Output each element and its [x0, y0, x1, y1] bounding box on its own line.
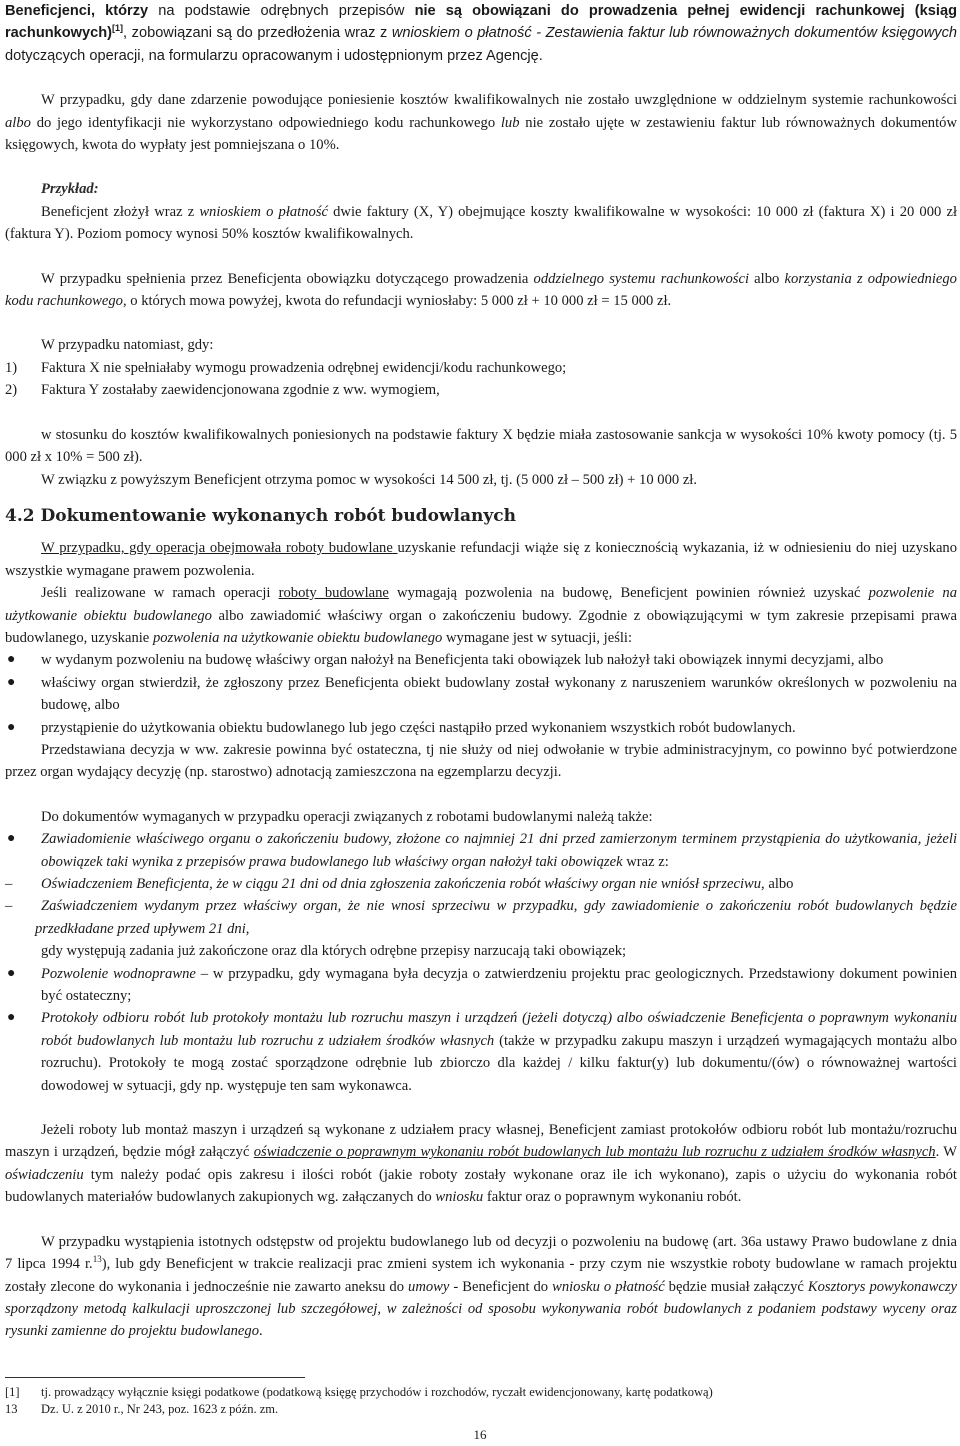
paragraph-final-decision: Przedstawiana decyzja w ww. zakresie powinna być ostateczna, tj nie służy od niej odwołanie w trybie administracyjnym, co powinno być potwierdzone przez organ wydający decyzję (np. starostwo) adnotacją zamieszczona na egzemplarzu decyzji.: [5, 741, 957, 781]
paragraph-result: W związku z powyższym Beneficjent otrzyma pomoc w wysokości 14 500 zł, tj. (5 000 zł – 500 zł) + 10 000 zł.: [41, 471, 698, 488]
list-item: ● Protokoły odbioru robót lub protokoły montażu lub rozruchu maszyn i urządzeń (jeżeli dotyczą) albo oświadczenie Beneficjenta o poprawnym wykonaniu robót budowlanych lub montażu lub rozruchu z udziałem środków własnych (także w przypadku zakupu maszyn i urządzeń wymagających montażu albo rozruchu). Protokoły te mogą zostać sporządzone odrębnie lub zbiorczo dla każdej / kilku faktur(y) lub dokumentu/(ów) o równoważnej wartości dowodowej w sytuacji, gdy np. występuje ten sam wykonawca.: [5, 1007, 957, 1097]
after-dash-text: gdy występują zadania już zakończone oraz dla których odrębne przepisy narzucają taki obowiązek;: [41, 943, 627, 960]
paragraph-refund-calculation: W przypadku spełnienia przez Beneficjenta obowiązku dotyczącego prowadzenia oddzielnego systemu rachunkowości albo korzystania z odpowiedniego kodu rachunkowego, o których mowa powyżej, kwota do refundacji wyniosłaby: 5 000 zł + 10 000 zł = 15 000 zł.: [5, 270, 957, 310]
bullet-icon: ●: [7, 965, 16, 981]
paragraph-building-permit: Jeśli realizowane w ramach operacji roboty budowlane wymagają pozwolenia na budowę, Beneficjent powinien również uzyskać pozwolenie na użytkowanie obiektu budowlanego albo zawiadomić właściwy organ o zakończeniu budowy. Zgodnie z obowiązującymi w tym zakresie przepisami prawa budowlanego, uzyskanie pozwolenia na użytkowanie obiektu budowlanego wymagane jest w sytuacji, jeśli:: [5, 585, 957, 646]
paragraph-deduction-rule: W przypadku, gdy dane zdarzenie powodujące poniesienie kosztów kwalifikowalnych nie zostało uwzględnione w oddzielnym systemie rachunkowości albo do jego identyfikacji nie wykorzystano odpowiedniego kodu rachunkowego lub nie zostało ujęte w zestawieniu faktur lub równoważnych dokumentów księgowych, kwota do wypłaty jest pomniejszana o 10%.: [5, 92, 957, 154]
footnote-ref[interactable]: 13: [92, 1254, 102, 1265]
list-item: ● przystąpienie do użytkowania obiektu budowlanego lub jego części nastąpiło przed wykonaniem wszystkich robót budowlanych.: [5, 717, 957, 739]
example-text: Beneficjent złożył wraz z wnioskiem o płatność dwie faktury (X, Y) obejmujące koszty kwalifikowalne w wysokości: 10 000 zł (faktura X) i 20 000 zł (faktura Y). Poziom pomocy wynosi 50% kosztów kwalifikowalnych.: [5, 203, 957, 243]
document-page: [5, 0, 957, 1418]
list-item: – Zaświadczeniem wydanym przez właściwy organ, że nie wnosi sprzeciwu w przypadku, gdy zawiadomienie o zakończeniu robót budowlanych będzie przedkładane przed upływem 21 dni,: [5, 895, 957, 940]
bullet-icon: ●: [7, 652, 16, 668]
list-item: ● w wydanym pozwoleniu na budowę właściwy organ nałożył na Beneficjenta taki obowiązek lub nałożył taki obowiązek innymi decyzjami, albo: [5, 649, 957, 671]
dash-list: [5, 873, 957, 940]
dash-icon: –: [5, 898, 13, 915]
paragraph-non-accounting-beneficiaries: Beneficjenci, którzy na podstawie odrębnych przepisów nie są obowiązani do prowadzenia pełnej ewidencji rachunkowej (ksiąg rachunkowych)[1], zobowiązani są do przedłożenia wraz z wnioskiem o płatność - Zestawienia faktur lub równoważnych dokumentów księgowych dotyczących operacji, na formularzu opracowanym i udostępnionym przez Agencję.: [5, 3, 957, 64]
example-label: Przykład:: [41, 181, 99, 198]
footnote-ref[interactable]: [1]: [112, 23, 124, 34]
list-item: ● właściwy organ stwierdził, że zgłoszony przez Beneficjenta obiekt budowlany został wykonany z naruszeniem warunków określonych w pozwoleniu na budowę, albo: [5, 672, 957, 717]
paragraph-however-intro: W przypadku natomiast, gdy:: [41, 337, 214, 354]
paragraph-construction-refund: W przypadku, gdy operacja obejmowała roboty budowlane uzyskanie refundacji wiąże się z koniecznością wykazania, iż w odniesieniu do niej uzyskano wszystkie wymagane prawem pozwolenia.: [5, 540, 958, 579]
paragraph-required-documents: Do dokumentów wymaganych w przypadku operacji związanych z robotami budowlanymi należą także:: [41, 808, 653, 825]
section-heading: 4.2 Dokumentowanie wykonanych robót budowlanych: [5, 505, 516, 526]
footnote: [1] tj. prowadzący wyłącznie księgi podatkowe (podatkową księgę przychodów i rozchodów, ryczałt ewidencjonowany, kartę podatkową): [5, 1384, 713, 1399]
footnote: 13 Dz. U. z 2010 r., Nr 243, poz. 1623 z późn. zm.: [5, 1401, 279, 1416]
list-item: ● Zawiadomienie właściwego organu o zakończeniu budowy, złożone co najmniej 21 dni przed zamierzonym terminem przystąpienia do użytkowania, jeżeli obowiązek taki wynika z przepisów prawa budowlanego lub właściwy organ nałożył taki obowiązek wraz z: – Oświadczeniem Beneficjenta, że w ciągu 21 dni od dnia zgłoszenia zakończenia robót właściwy organ nie wniósł sprzeciwu, albo – Zaświadczeniem wydanym przez właściwy organ, że nie wnosi sprzeciwu w przypadku, gdy zawiadomienie o zakończeniu robót budowlanych będzie przedkładane przed upływem 21 dni, gdy występują zadania już zakończone oraz dla których odrębne przepisy narzucają taki obowiązek;: [5, 828, 957, 962]
list-item: ● Pozwolenie wodnoprawne – w przypadku, gdy wymagana była decyzja o zatwierdzeniu projektu prac geologicznych. Przedstawiony dokument powinien być ostateczny;: [5, 963, 957, 1008]
list-item: 1) Faktura X nie spełniałaby wymogu prowadzenia odrębnej ewidencji/kodu rachunkowego;: [5, 359, 567, 376]
bullet-icon: ●: [7, 831, 16, 847]
bullet-icon: ●: [7, 719, 16, 735]
paragraph-sanction: w stosunku do kosztów kwalifikowalnych poniesionych na podstawie faktury X będzie miała zastosowanie sankcja w wysokości 10% kwoty pomocy (tj. 5 000 zł x 10% = 500 zł).: [5, 426, 957, 466]
list-item: – Oświadczeniem Beneficjenta, że w ciągu 21 dni od dnia zgłoszenia zakończenia robót właściwy organ nie wniósł sprzeciwu, albo: [5, 873, 957, 895]
numbered-list: [5, 357, 957, 402]
list-item: 2) Faktura Y zostałaby zaewidencjonowana zgodnie z ww. wymogiem,: [5, 382, 440, 399]
bullet-list-permit-conditions: [5, 649, 957, 739]
bullet-icon: ●: [7, 1010, 16, 1026]
footnotes: [5, 1384, 957, 1418]
dash-icon: –: [5, 876, 13, 892]
bullet-list-documents: [5, 828, 957, 1097]
paragraph-own-work: Jeżeli roboty lub montaż maszyn i urządzeń są wykonane z udziałem pracy własnej, Beneficjent zamiast protokołów odbioru robót lub montażu/rozruchu maszyn i urządzeń, będzie mógł załączyć oświadczenie o poprawnym wykonaniu robót budowlanych lub montażu lub rozruchu z udziałem środków własnych. W oświadczeniu tym należy podać opis zakresu i ilości robót (jakie roboty zostały wykonane oraz ile ich wykonano), zapis o użyciu do wykonania robót budowlanych materiałów budowlanych zakupionych wg. załączanych do wniosku faktur oraz o poprawnym wykonaniu robót.: [5, 1122, 957, 1206]
footnote-divider: [5, 1377, 305, 1378]
page-number: 16: [473, 1427, 487, 1442]
paragraph-deviations: W przypadku wystąpienia istotnych odstępstw od projektu budowlanego lub od decyzji o pozwoleniu na budowę (art. 36a ustawy Prawo budowlane z dnia 7 lipca 1994 r.$^{13}$), lub gdy Beneficjent w trakcie realizacji prac zmieni system ich wykonania - przy czym nie wszystkie roboty budowlane w ramach projektu zostały zlecone do wykonania i jednocześnie nie zawarto aneksu do umowy - Beneficjent do wniosku o płatność będzie musiał załączyć Kosztorys powykonawczy sporządzony metodą kalkulacji uproszczonej lub szczegółowej, w zależności od sposobu wykonywania robót budowlanych z podaniem podstawy wyceny oraz rysunki zamienne do projektu budowlanego.: [5, 1233, 957, 1340]
bullet-icon: ●: [7, 674, 16, 690]
